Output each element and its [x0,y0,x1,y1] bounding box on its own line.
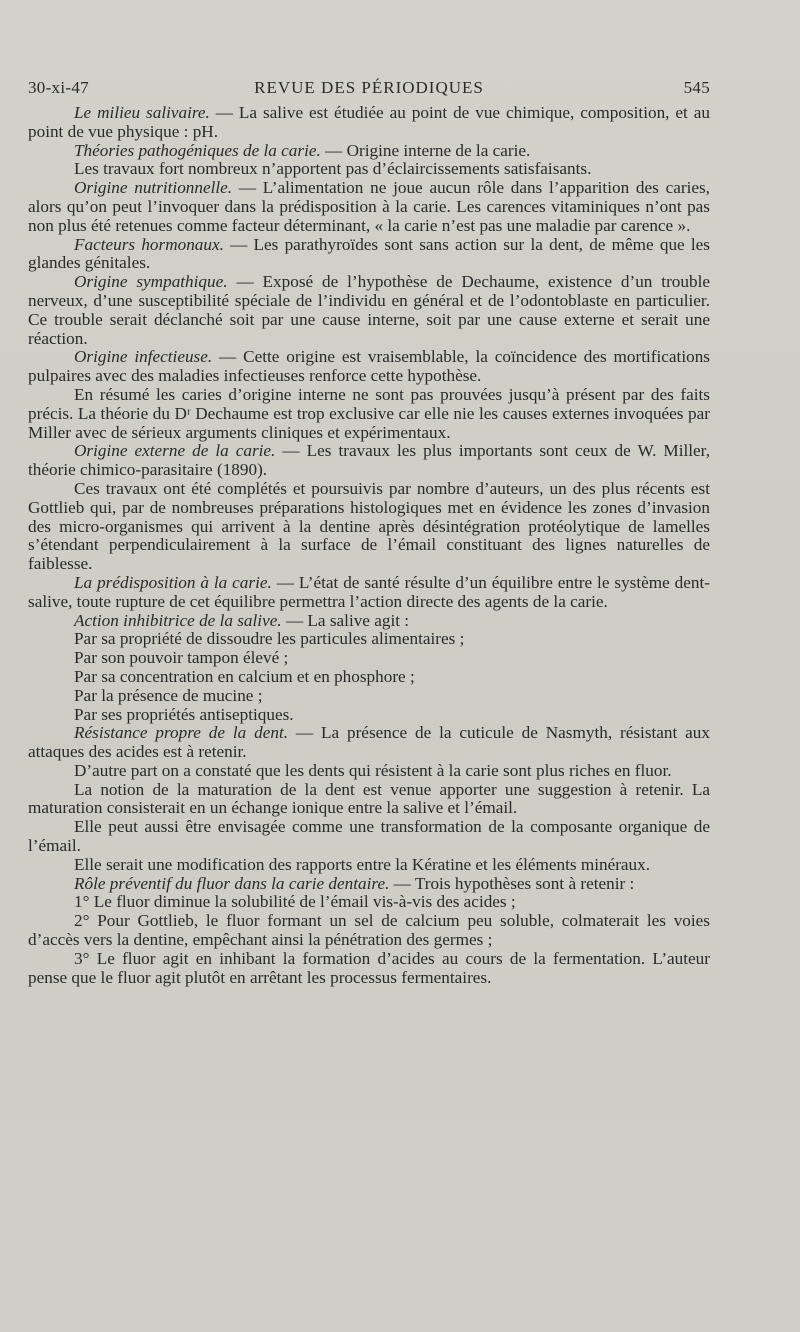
paragraph [28,893,710,912]
paragraph-text: Par sa concentration en calcium et en phosphore ; [74,666,415,686]
paragraph-text: Elle serait une modification des rapports entre la Kératine et les éléments minéraux. [74,854,651,874]
paragraph-text: — La salive est étudiée au point de vue chimique, composition, et au point de vue physique : pH. [28,103,710,141]
section-heading: Rôle préventif du fluor dans la carie dentaire. [74,873,390,893]
paragraph-text: — Cette origine est vraisemblable, la coïncidence des mortifications pulpaires avec des maladies infectieuses renforce cette hypothèse. [28,347,710,386]
section-heading: Le milieu salivaire. [74,103,210,122]
paragraph-text: 3° Le fluor agit en inhibant la formation d’acides au cours de la fermentation. L’auteur pense que le fluor agit plutôt en arrêtant les processus fermentaires. [28,948,710,987]
section-heading: Origine infectieuse. [74,347,213,367]
section-heading: Origine nutritionnelle. [74,178,233,198]
paragraph-text: La notion de la maturation de la dent est venue apporter une suggestion à retenir. La maturation consisterait en un échange ionique entre la salive et l’émail. [28,779,710,818]
paragraph [28,724,710,762]
paragraph [28,950,710,988]
paragraph-text: — La salive agit : [281,610,410,630]
paragraph [28,912,710,950]
paragraph-text: — L’état de santé résulte d’un équilibre entre le système dent-salive, toute rupture de cet équilibre permettra l’action directe des agents de la carie. [28,572,710,611]
paragraph [28,818,710,856]
paragraph-text: — L’alimentation ne joue aucun rôle dans l’apparition des caries, alors qu’on peut l’invoquer dans la prédisposition à la carie. Les carences vitaminiques n’ont pas non plus été retenues comme facteur déterminant, « la carie n’est pas une maladie par carence ». [28,178,710,235]
paragraph [28,348,710,386]
section-heading: Théories pathogéniques de la carie. [74,140,321,160]
paragraph-text: — Exposé de l’hypothèse de Dechaume, existence d’un trouble nerveux, d’une susceptibilité spéciale de l’individu en général et de l’odontoblaste en particulier. Ce trouble serait déclanché soit par une cause interne, soit par une cause externe et serait une réaction. [28,272,710,348]
paragraph [28,142,710,161]
paragraph [28,574,710,612]
paragraph [28,875,710,894]
paragraph [28,273,710,348]
paragraph [28,856,710,875]
paragraph [28,104,710,142]
paragraph-text: Par la présence de mucine ; [74,685,263,705]
paragraph-text: En résumé les caries d’origine interne ne sont pas prouvées jusqu’à présent par des faits précis. La théorie du Dʳ Dechaume est trop exclusive car elle nie les causes externes invoquées par Miller avec de sérieux arguments cliniques et expérimentaux. [28,384,710,442]
paragraph [28,668,710,687]
paragraph-text: D’autre part on a constaté que les dents qui résistent à la carie sont plus riches en fluor. [74,760,672,780]
paragraph-text: — Les parathyroïdes sont sans action sur la dent, de même que les glandes génitales. [28,234,710,273]
paragraph [28,612,710,631]
paragraph [28,781,710,819]
section-heading: La prédisposition à la carie. [74,572,272,592]
paragraph [28,386,710,442]
paragraph-text: Par ses propriétés antiseptiques. [74,704,294,724]
running-header [28,78,710,104]
paragraph-text: Ces travaux ont été complétés et poursuivis par nombre d’auteurs, un des plus récents est Gottlieb qui, par de nombreuses préparations histologiques met en évidence les zones d’invasion des micro-organismes qui arrivent à la dentine après désintégration protéolytique de lamelles s’étendant perpendiculairement à la surface de l’émail constituant des lignes naturelles de faiblesse. [28,478,710,574]
paragraph [28,160,710,179]
paragraph [28,480,710,574]
paragraph-text: — Origine interne de la carie. [320,140,531,160]
article-body [28,104,710,987]
header-date: 30-xi-47 [28,78,89,97]
paragraph-text: Par sa propriété de dissoudre les particules alimentaires ; [74,629,465,649]
paragraph-text: — Trois hypothèses sont à retenir : [389,873,635,893]
paragraph-text: — La présence de la cuticule de Nasmyth, résistant aux attaques des acides est à retenir. [28,723,710,762]
header-title: REVUE DES PÉRIODIQUES [254,78,484,97]
section-heading: Action inhibitrice de la salive. [74,610,282,630]
paragraph [28,687,710,706]
section-heading: Origine externe de la carie. [74,441,276,461]
paragraph [28,706,710,725]
paragraph [28,630,710,649]
paragraph-text: Par son pouvoir tampon élevé ; [74,648,289,668]
section-heading: Origine sympathique. [74,272,228,292]
paragraph [28,762,710,781]
paragraph [28,179,710,235]
paragraph-text: Les travaux fort nombreux n’apportent pas d’éclaircissements satisfaisants. [74,159,592,179]
paragraph-text: Elle peut aussi être envisagée comme une transformation de la composante organique de l’émail. [28,817,710,856]
paragraph [28,649,710,668]
paragraph [28,442,710,480]
section-heading: Résistance propre de la dent. [74,723,289,743]
paragraph-text: 1° Le fluor diminue la solubilité de l’émail vis-à-vis des acides ; [74,892,516,912]
section-heading: Facteurs hormonaux. [74,234,224,254]
paragraph-text: — Les travaux les plus importants sont ceux de W. Miller, théorie chimico-parasitaire (1890). [28,441,710,480]
paragraph-text: 2° Pour Gottlieb, le fluor formant un sel de calcium peu soluble, colmaterait les voies d’accès vers la dentine, empêchant ainsi la pénétration des germes ; [28,911,710,950]
paragraph [28,236,710,274]
page-number: 545 [683,78,710,97]
